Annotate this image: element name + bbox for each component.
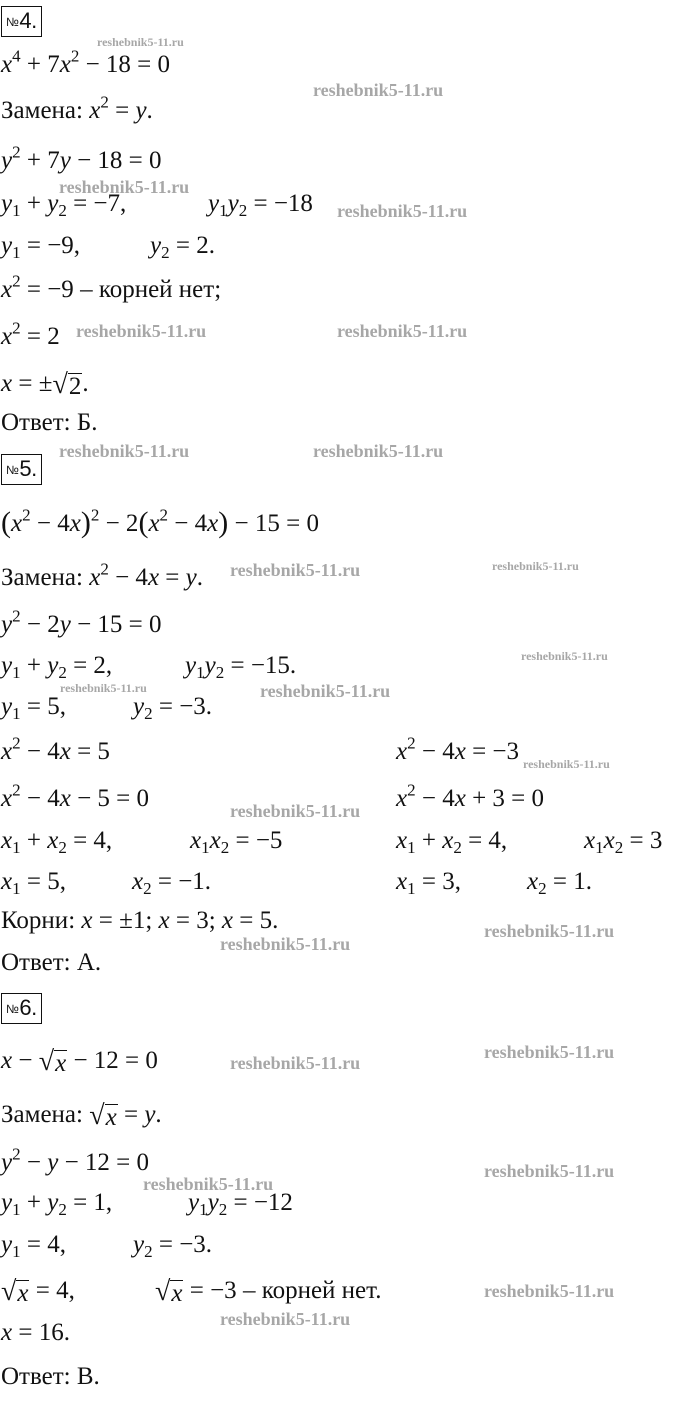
- case-line: $x^2 = -9$ – корней нет;: [1, 271, 222, 303]
- vieta-line: $y_1y_2 = -15$.: [185, 652, 297, 682]
- case-line: $x^2 - 4x + 3 = 0$: [396, 780, 545, 812]
- result-line: x = 16.: [1, 1319, 70, 1346]
- watermark: reshebnik5-11.ru: [76, 321, 207, 341]
- watermark: reshebnik5-11.ru: [230, 801, 361, 821]
- watermark: reshebnik5-11.ru: [492, 559, 579, 573]
- case-line: √ x = −3 – корней нет.: [155, 1276, 382, 1308]
- watermark: reshebnik5-11.ru: [59, 177, 190, 197]
- substitution: Замена: √ x = y.: [1, 1100, 162, 1132]
- case-line: $x^2 - 4x = -3$: [396, 733, 520, 765]
- watermark: reshebnik5-11.ru: [313, 441, 444, 461]
- answer-5: Ответ: А.: [1, 949, 102, 976]
- equation: $x^4 + 7x^2 - 18 = 0$: [1, 46, 171, 78]
- vieta-line: $x_1 + x_2 = 4$,: [1, 827, 113, 857]
- roots-line: $y_1 = 4$,: [1, 1231, 66, 1261]
- watermark: reshebnik5-11.ru: [220, 1309, 351, 1329]
- equation: $y^2 + 7y - 18 = 0$: [1, 142, 162, 174]
- substitution: Замена: $x^2 - 4x = y$.: [1, 559, 204, 591]
- case-line: $x^2 - 4x = 5$: [1, 733, 110, 765]
- roots-line: $y_1 = 5$,: [1, 693, 66, 723]
- equation: x − √ x − 12 = 0: [1, 1046, 158, 1078]
- substitution: Замена: $x^2 = y$.: [1, 92, 153, 124]
- watermark: reshebnik5-11.ru: [523, 757, 610, 771]
- watermark: reshebnik5-11.ru: [484, 921, 615, 941]
- vieta-line: $y_1 + y_2 = 2$,: [1, 652, 113, 682]
- answer-4: Ответ: Б.: [1, 409, 98, 436]
- case-line: $x^2 = 2$: [1, 318, 60, 350]
- roots-line: $y_1 = -9$,: [1, 232, 81, 262]
- vieta-line: $y_1y_2 = -12$: [188, 1189, 293, 1219]
- watermark: reshebnik5-11.ru: [337, 321, 468, 341]
- watermark: reshebnik5-11.ru: [313, 80, 444, 100]
- vieta-line: $x_1x_2 = -5$: [190, 827, 283, 857]
- watermark: reshebnik5-11.ru: [143, 1174, 274, 1194]
- watermark: reshebnik5-11.ru: [484, 1042, 615, 1062]
- problem-5-label: №5.: [1, 454, 42, 485]
- watermark: reshebnik5-11.ru: [260, 681, 391, 701]
- problem-6-label: №6.: [1, 993, 42, 1024]
- roots-line: $x_1 = 3$,: [396, 868, 461, 898]
- roots-line: $y_2 = -3$.: [133, 1231, 213, 1261]
- answer-6: Ответ: В.: [1, 1363, 100, 1390]
- watermark: reshebnik5-11.ru: [337, 201, 468, 221]
- vieta-line: $y_1 + y_2 = 1$,: [1, 1189, 113, 1219]
- result-line: x = ± √ 2 .: [1, 369, 89, 401]
- case-line: √ x = 4,: [1, 1276, 75, 1308]
- watermark: reshebnik5-11.ru: [230, 560, 361, 580]
- case-line: $x^2 - 4x - 5 = 0$: [1, 780, 150, 812]
- watermark: reshebnik5-11.ru: [484, 1161, 615, 1181]
- watermark: reshebnik5-11.ru: [521, 649, 608, 663]
- roots-line: $x_2 = -1$.: [132, 868, 212, 898]
- watermark: reshebnik5-11.ru: [59, 441, 190, 461]
- equation: $(x^2 - 4x)^2 - 2(x^2 - 4x) - 15 = 0$: [1, 505, 319, 539]
- problem-4-label: №4.: [1, 6, 42, 37]
- vieta-line: $x_1 + x_2 = 4$,: [396, 827, 508, 857]
- roots-line: $y_2 = 2$.: [150, 232, 215, 262]
- roots-summary: Корни: x = ±1; x = 3; x = 5.: [1, 907, 279, 934]
- watermark: reshebnik5-11.ru: [60, 681, 147, 695]
- watermark: reshebnik5-11.ru: [230, 1053, 361, 1073]
- equation: $y^2 - y - 12 = 0$: [1, 1144, 150, 1176]
- roots-line: $y_2 = -3$.: [133, 693, 213, 723]
- vieta-line: $x_1x_2 = 3$: [584, 827, 663, 857]
- watermark: reshebnik5-11.ru: [97, 35, 184, 49]
- equation: $y^2 - 2y - 15 = 0$: [1, 606, 162, 638]
- roots-line: $x_1 = 5$,: [1, 868, 66, 898]
- vieta-line: $y_1y_2 = -18$: [208, 190, 313, 220]
- watermark: reshebnik5-11.ru: [220, 934, 351, 954]
- vieta-line: $y_1 + y_2 = -7$,: [1, 190, 127, 220]
- roots-line: $x_2 = 1$.: [527, 868, 592, 898]
- watermark: reshebnik5-11.ru: [484, 1281, 615, 1301]
